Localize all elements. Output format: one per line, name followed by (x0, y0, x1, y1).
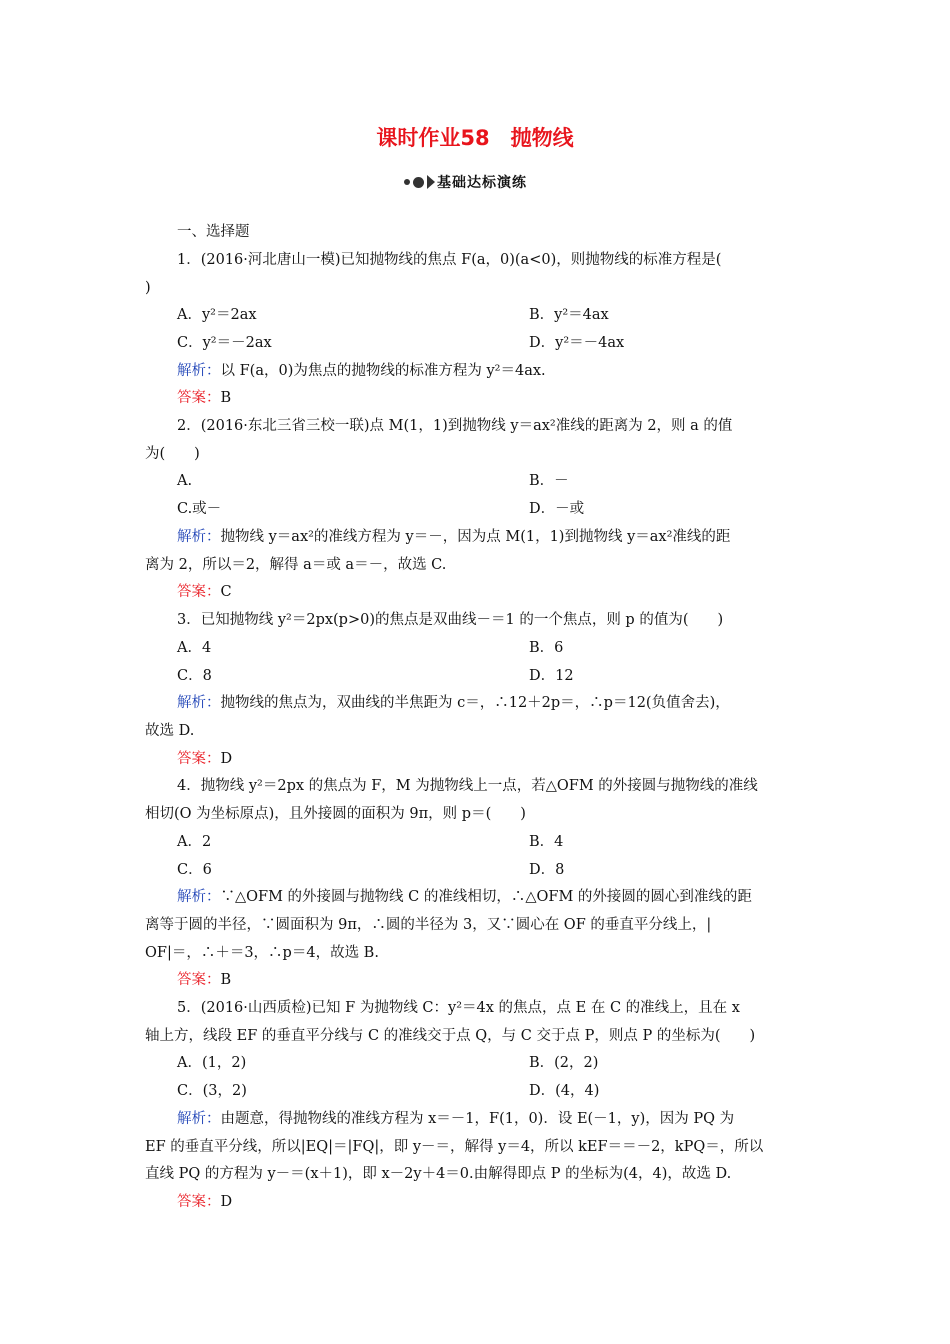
answer-label: 答案： (177, 584, 221, 600)
analysis-label: 解析： (177, 889, 221, 905)
q4-option-c: C．6 (177, 862, 212, 878)
q1-stem-line1: 1．(2016·河北唐山一模)已知抛物线的焦点 F(a，0)(a<0)，则抛物线的标准方程是( (177, 252, 722, 268)
q4-option-b: B．4 (529, 834, 564, 850)
analysis-text: 由题意，得抛物线的准线方程为 x＝－1，F(1，0)．设 E(－1，y)，因为 PQ 为 (220, 1111, 735, 1127)
q2-stem-line2: 为( ) (145, 446, 200, 462)
q2-option-c: C.或－ (177, 501, 222, 517)
q5-answer (177, 1192, 232, 1212)
analysis-label: 解析： (177, 529, 221, 545)
q3-analysis-line1 (177, 693, 730, 713)
q3-stem-line1: 3．已知抛物线 y²＝2px(p>0)的焦点是双曲线－＝1 的一个焦点，则 p 的值为( ) (177, 612, 724, 628)
section-heading: 一、选择题 (177, 224, 250, 240)
q4-analysis-line1 (177, 887, 752, 907)
q4-option-d: D．8 (529, 862, 565, 878)
q2-analysis-line1 (177, 527, 730, 547)
q5-option-d: D．(4，4) (529, 1083, 600, 1099)
analysis-label: 解析： (177, 695, 221, 711)
answer-value: D (220, 751, 233, 767)
q2-answer (177, 582, 232, 602)
q5-analysis-line2: EF 的垂直平分线，所以|EQ|＝|FQ|，即 y－＝，解得 y＝4，所以 kEF＝＝－2，kPQ＝，所以 (145, 1139, 764, 1155)
answer-label: 答案： (177, 1194, 221, 1210)
analysis-text: 抛物线的焦点为，双曲线的半焦距为 c＝，∴12＋2p＝，∴p＝12(负值舍去)， (220, 695, 730, 711)
q3-option-c: C．8 (177, 668, 212, 684)
q2-option-b: B．－ (529, 473, 569, 489)
q5-analysis-line1 (177, 1109, 734, 1129)
q4-answer (177, 970, 231, 990)
answer-label: 答案： (177, 972, 221, 988)
q1-stem-line2: ) (145, 280, 151, 296)
analysis-text: ∵△OFM 的外接圆与抛物线 C 的准线相切，∴△OFM 的外接圆的圆心到准线的距 (220, 889, 752, 905)
q2-option-d: D．－或 (529, 501, 585, 517)
answer-label: 答案： (177, 390, 221, 406)
q5-stem-line2: 轴上方，线段 EF 的垂直平分线与 C 的准线交于点 Q，与 C 交于点 P，则点 P 的坐标为( ) (145, 1028, 756, 1044)
q5-option-c: C．(3，2) (177, 1083, 247, 1099)
q4-stem-line1: 4．抛物线 y²＝2px 的焦点为 F，M 为抛物线上一点，若△OFM 的外接圆与抛物线的准线 (177, 778, 758, 794)
answer-value: D (220, 1194, 233, 1210)
analysis-label: 解析： (177, 363, 221, 379)
q3-analysis-line2: 故选 D. (145, 723, 195, 739)
q3-option-b: B．6 (529, 640, 564, 656)
banner-label: 基础达标演练 (437, 175, 527, 191)
q5-option-b: B．(2，2) (529, 1055, 599, 1071)
q2-option-a: A. (177, 473, 193, 489)
large-dot-icon (413, 177, 424, 188)
q5-option-a: A．(1，2) (177, 1055, 247, 1071)
arrow-icon (427, 175, 435, 189)
q1-option-d: D．y²＝－4ax (529, 335, 625, 351)
q3-answer (177, 749, 232, 769)
q2-stem-line1: 2．(2016·东北三省三校一联)点 M(1，1)到抛物线 y＝ax²准线的距离为 2，则 a 的值 (177, 418, 733, 434)
q5-analysis-line3: 直线 PQ 的方程为 y－＝(x＋1)，即 x－2y＋4＝0.由解得即点 P 的坐标为(4，4)，故选 D. (145, 1166, 732, 1182)
analysis-label: 解析： (177, 1111, 221, 1127)
small-dot-icon (404, 179, 410, 185)
q4-analysis-line3: OF|＝，∴＋＝3，∴p＝4，故选 B. (145, 945, 379, 961)
q3-option-d: D．12 (529, 668, 574, 684)
q4-stem-line2: 相切(O 为坐标原点)，且外接圆的面积为 9π，则 p＝( ) (145, 806, 526, 822)
q2-analysis-line2: 离为 2，所以＝2，解得 a＝或 a＝－，故选 C. (145, 557, 447, 573)
q3-option-a: A．4 (177, 640, 212, 656)
analysis-text: 抛物线 y＝ax²的准线方程为 y＝－，因为点 M(1，1)到抛物线 y＝ax²准线的距 (220, 529, 731, 545)
analysis-text: 以 F(a，0)为焦点的抛物线的标准方程为 y²＝4ax. (220, 363, 546, 379)
q4-analysis-line2: 离等于圆的半径，∵圆面积为 9π，∴圆的半径为 3，又∵圆心在 OF 的垂直平分线上，| (145, 917, 712, 933)
q1-option-a: A．y²＝2ax (177, 307, 257, 323)
q5-stem-line1: 5．(2016·山西质检)已知 F 为抛物线 C：y²＝4x 的焦点，点 E 在 C 的准线上，且在 x (177, 1000, 740, 1016)
q4-option-a: A．2 (177, 834, 212, 850)
q1-answer (177, 388, 231, 408)
q1-analysis (177, 361, 546, 381)
answer-value: C (220, 584, 232, 600)
answer-value: B (220, 390, 232, 406)
answer-value: B (220, 972, 232, 988)
q1-option-b: B．y²＝4ax (529, 307, 609, 323)
q1-option-c: C．y²＝－2ax (177, 335, 272, 351)
answer-label: 答案： (177, 751, 221, 767)
section-banner (404, 172, 527, 192)
page-title: 课时作业58 抛物线 (376, 126, 574, 150)
